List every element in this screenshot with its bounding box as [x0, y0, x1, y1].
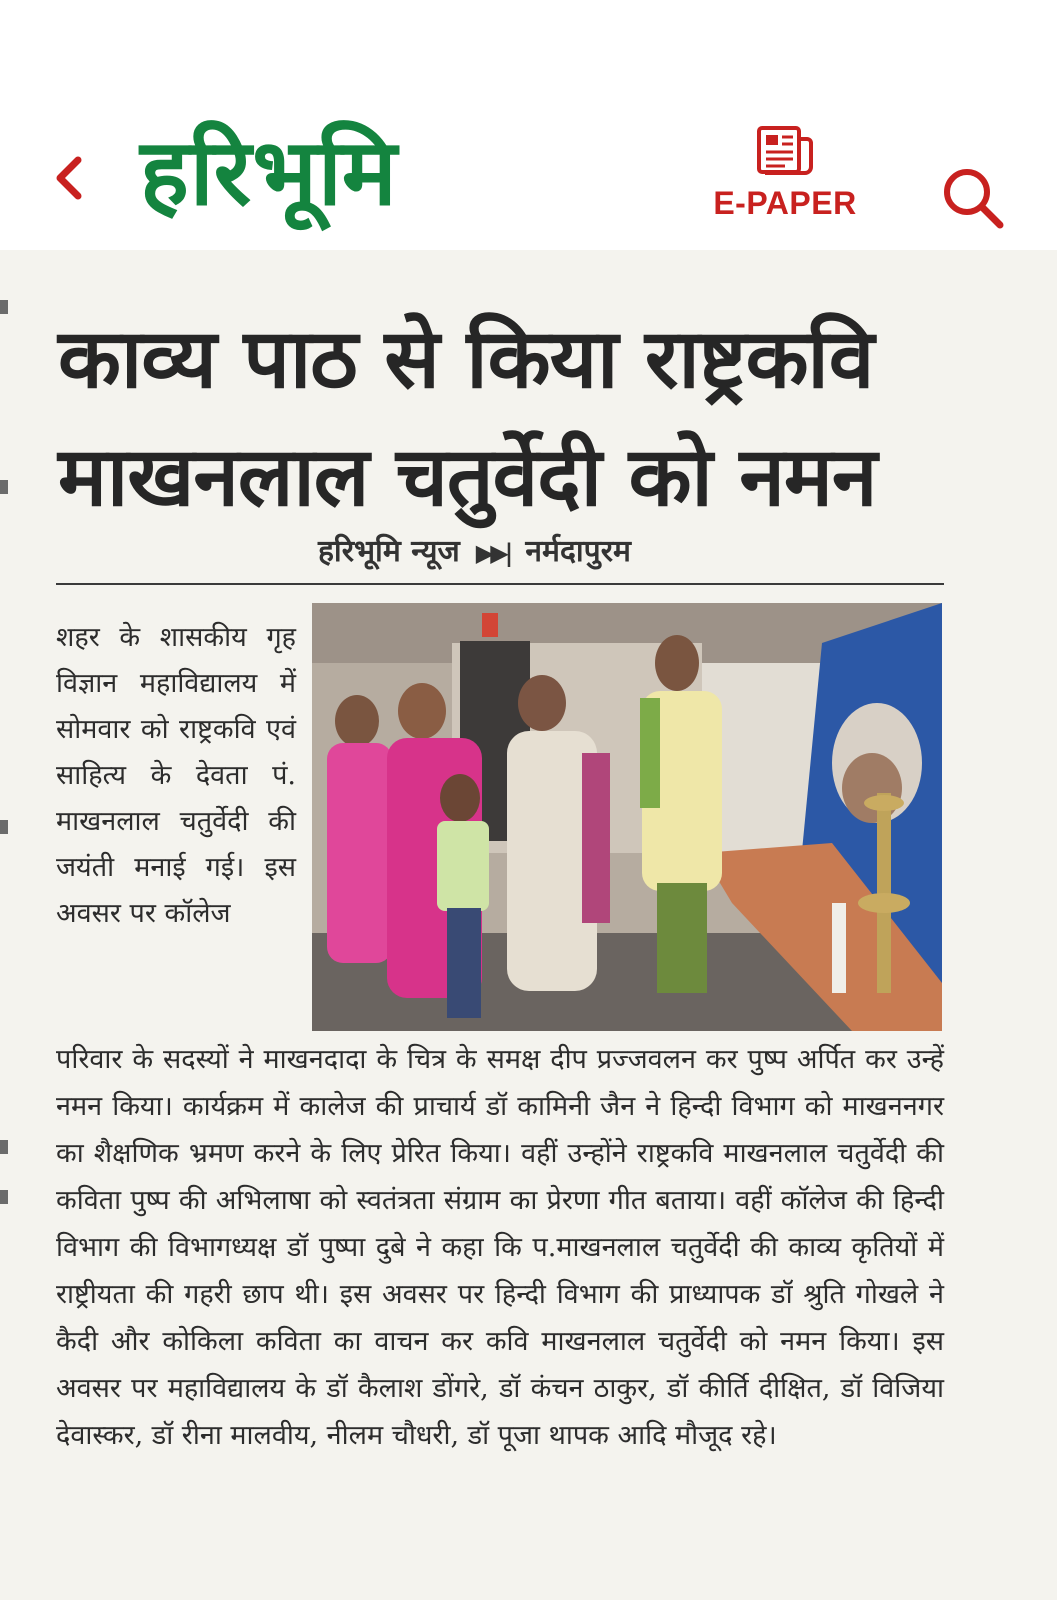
- search-icon: [940, 165, 1006, 231]
- epaper-button[interactable]: [700, 125, 870, 235]
- epaper-label: E-PAPER: [713, 185, 857, 221]
- event-photo-illustration: [312, 603, 942, 1031]
- margin-mark: [0, 1190, 8, 1204]
- brand-logo[interactable]: हरिभूमि: [140, 119, 398, 226]
- byline-place: नर्मदापुरम: [525, 534, 631, 569]
- search-button[interactable]: [940, 165, 1006, 231]
- margin-mark: [0, 1140, 8, 1154]
- article-byline: [318, 532, 631, 572]
- article-lead-paragraph: शहर के शासकीय गृह विज्ञान महाविद्यालय में सोमवार को राष्ट्रकवि एवं साहित्य के देवता पं. माखनलाल चतुर्वेदी की जयंती मनाई गई। इस अवसर पर कॉलेज: [56, 622, 296, 929]
- margin-mark: [0, 820, 8, 834]
- margin-mark: [0, 300, 8, 314]
- headline-line-1: काव्य पाठ से किया राष्ट्रकवि: [58, 311, 874, 407]
- headline-line-2: माखनलाल चतुर्वेदी को नमन: [58, 429, 877, 525]
- byline-source: हरिभूमि न्यूज: [318, 534, 460, 569]
- newspaper-icon: [755, 125, 815, 177]
- byline-arrow: ▶▶|: [475, 538, 510, 567]
- chevron-left-icon: [42, 148, 102, 208]
- article-headline: [58, 300, 958, 536]
- article-photo: [312, 603, 942, 1031]
- back-button[interactable]: [42, 148, 102, 208]
- margin-mark: [0, 480, 8, 494]
- byline-divider: [56, 583, 944, 585]
- article-body-paragraph: परिवार के सदस्यों ने माखनदादा के चित्र के समक्ष दीप प्रज्जवलन कर पुष्प अर्पित कर उन्हें नमन किया। कार्यक्रम में कालेज की प्राचार्य डॉ कामिनी जैन ने हिन्दी विभाग को माखननगर का शैक्षणिक भ्रमण करने के लिए प्रेरित किया। वहीं उन्होंने राष्ट्रकवि माखनलाल चतुर्वेदी की कविता पुष्प की अभिलाषा को स्वतंत्रता संग्राम का प्रेरणा गीत बताया। वहीं कॉलेज की हिन्दी विभाग की विभागध्यक्ष डॉ पुष्पा दुबे ने कहा कि प.माखनलाल चतुर्वेदी की काव्य कृतियों में राष्ट्रीयता की गहरी छाप थी। इस अवसर पर हिन्दी विभाग की प्राध्यापक डॉ श्रुति गोखले ने कैदी और कोकिला कविता का वाचन कर कवि माखनलाल चतुर्वेदी को नमन किया। इस अवसर पर महाविद्यालय के डॉ कैलाश डोंगरे, डॉ कंचन ठाकुर, डॉ कीर्ति दीक्षित, डॉ विजिया देवास्कर, डॉ रीना मालवीय, नीलम चौधरी, डॉ पूजा थापक आदि मौजूद रहे।: [56, 1044, 944, 1451]
- app-header: [0, 0, 1057, 245]
